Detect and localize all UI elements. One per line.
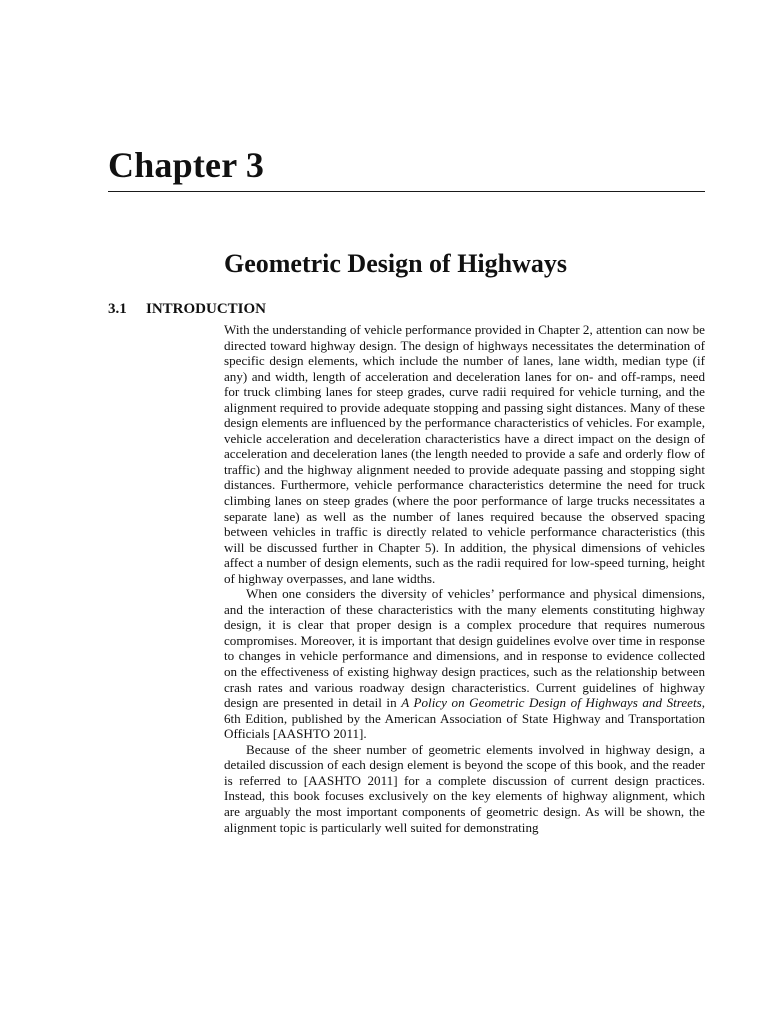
paragraph-2-text-end: , 6th Edition, published by the American Association of State Highway and Transportation Officials [AASHTO 2011]. [224,695,705,742]
chapter-title: Geometric Design of Highways [224,249,568,278]
paragraph-1: With the understanding of vehicle performance provided in Chapter 2, attention can now be directed toward highway design. The design of highways necessitates the determination of specific design elements, which include the number of lanes, lane width, median type (if any) and width, length of acceleration and deceleration lanes for on- and off-ramps, need for truck climbing lanes for steep grades, curve radii required for vehicle turning, and the alignment required to provide adequate stopping and passing sight distances. Many of these design elements are influenced by the performance characteristics of vehicles. For example, vehicle acceleration and deceleration characteristics have a direct impact on the design of acceleration and deceleration lanes (the length needed to provide a safe and orderly flow of traffic) and the highway alignment needed to provide adequate passing and stopping sight distances. Furthermore, vehicle performance characteristics determine the need for truck climbing lanes on steep grades (where the poor performance of large trucks necessitates a separate lane) as well as the number of lanes required because the observed spacing between vehicles in traffic is directly related to vehicle performance characteristics (this will be discussed further in Chapter 5). In addition, the physical dimensions of vehicles affect a number of design elements, such as the radii required for low-speed turning, height of highway overpasses, and lane widths. [224,322,705,586]
section-heading [108,299,266,319]
citation-title: A Policy on Geometric Design of Highways and Streets [401,695,702,711]
section-title: INTRODUCTION [146,301,267,317]
paragraph-2-text-start: When one considers the diversity of vehicles’ performance and physical dimensions, and the interaction of these characteristics with the many elements constituting highway design, it is clear that proper design is a complex procedure that requires numerous compromises. Moreover, it is important that design guidelines evolve over time in response to changes in vehicle performance and dimensions, and in response to evidence collected on the effectiveness of existing highway design practices, such as the relationship between crash rates and various roadway design characteristics. Current guidelines of highway design are presented in detail in [224,586,705,711]
paragraph-2 [224,586,705,741]
section-number: 3.1 [108,301,127,317]
paragraph-3: Because of the sheer number of geometric elements involved in highway design, a detailed discussion of each design element is beyond the scope of this book, and the reader is referred to [AASHTO 2011] for a complete discussion of current design practices. Instead, this book focuses exclusively on the key elements of highway alignment, which are arguably the most important components of geometric design. As will be shown, the alignment topic is particularly well suited for demonstrating [224,741,705,835]
body-text [224,322,705,835]
chapter-heading: Chapter 3 [108,145,265,185]
chapter-divider [108,191,705,192]
